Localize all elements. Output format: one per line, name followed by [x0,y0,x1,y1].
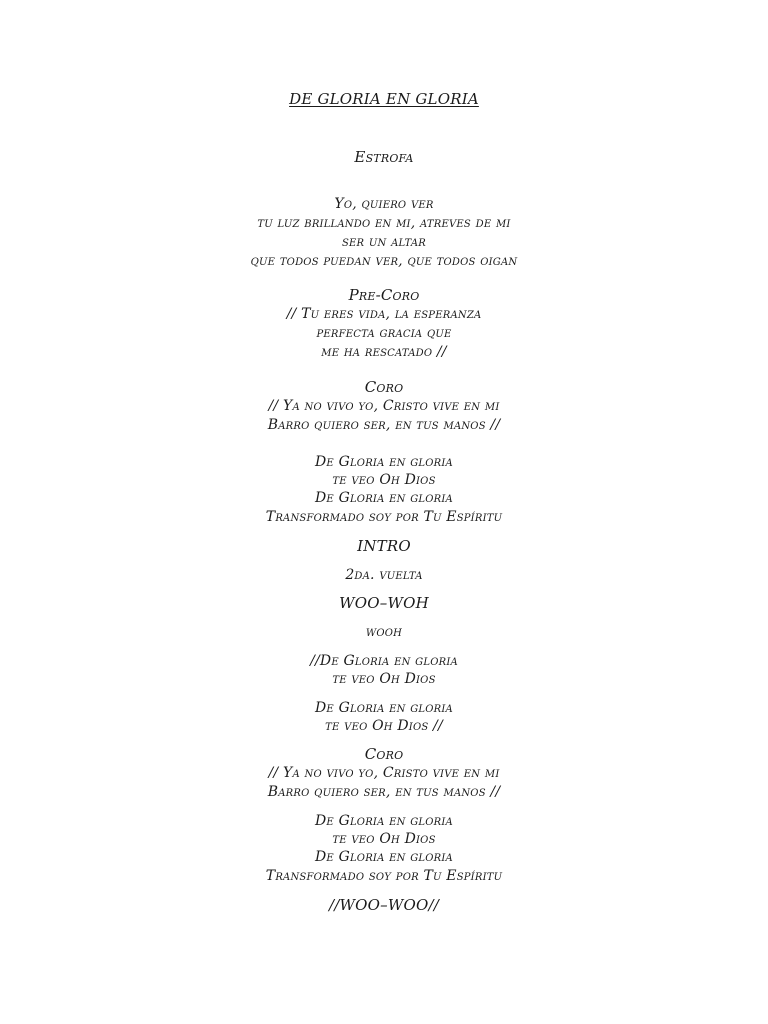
estrofa-label: Estrofa [354,148,414,166]
coro-line-2: Barro quiero ser, en tus manos // [267,417,501,433]
coro-label: Coro [364,378,404,396]
precoro-line-3: me ha rescatado // [321,344,447,360]
precoro-line-1: // Tu eres vida, la esperanza [286,306,482,322]
estrofa-line-4: que todos puedan ver, que todos oigan [250,253,518,269]
estrofa-line-3: ser un altar [341,234,427,250]
coro2-line-2: Barro quiero ser, en tus manos // [267,784,501,800]
wooh-line: wooh [365,624,403,640]
gloria-repeat-line-1: //De Gloria en gloria [310,653,458,669]
coro2-line-1: // Ya no vivo yo, Cristo vive en mi [268,765,500,781]
gloria-repeat-line-2: te veo Oh Dios [332,671,436,687]
estrofa-line-1: Yo, quiero ver [334,196,434,212]
gloria-final-line-2: te veo Oh Dios [332,831,436,847]
ending-line: //WOO–WOO// [329,896,439,914]
gloria-line-1: De Gloria en gloria [315,454,453,470]
coro-line-1: // Ya no vivo yo, Cristo vive en mi [268,398,500,414]
gloria-final-line-3: De Gloria en gloria [315,849,453,865]
gloria-line-4: Transformado soy por Tu Espíritu [265,509,503,525]
gloria-repeat-line-3: De Gloria en gloria [315,700,453,716]
intro-label: INTRO [357,537,411,555]
coro-label-2: Coro [364,745,404,763]
gloria-line-3: De Gloria en gloria [315,490,453,506]
song-title: DE GLORIA EN GLORIA [289,90,479,108]
woo-woh-line: WOO–WOH [339,594,429,612]
gloria-line-2: te veo Oh Dios [332,472,436,488]
precoro-line-2: perfecta gracia que [316,325,452,341]
estrofa-line-2: tu luz brillando en mi, atreves de mi [257,215,511,231]
gloria-final-line-1: De Gloria en gloria [315,813,453,829]
precoro-label: Pre-Coro [348,286,420,304]
gloria-final-line-4: Transformado soy por Tu Espíritu [265,868,503,884]
gloria-repeat-line-4: te veo Oh Dios // [325,718,443,734]
second-round-label: 2da. vuelta [345,567,423,583]
